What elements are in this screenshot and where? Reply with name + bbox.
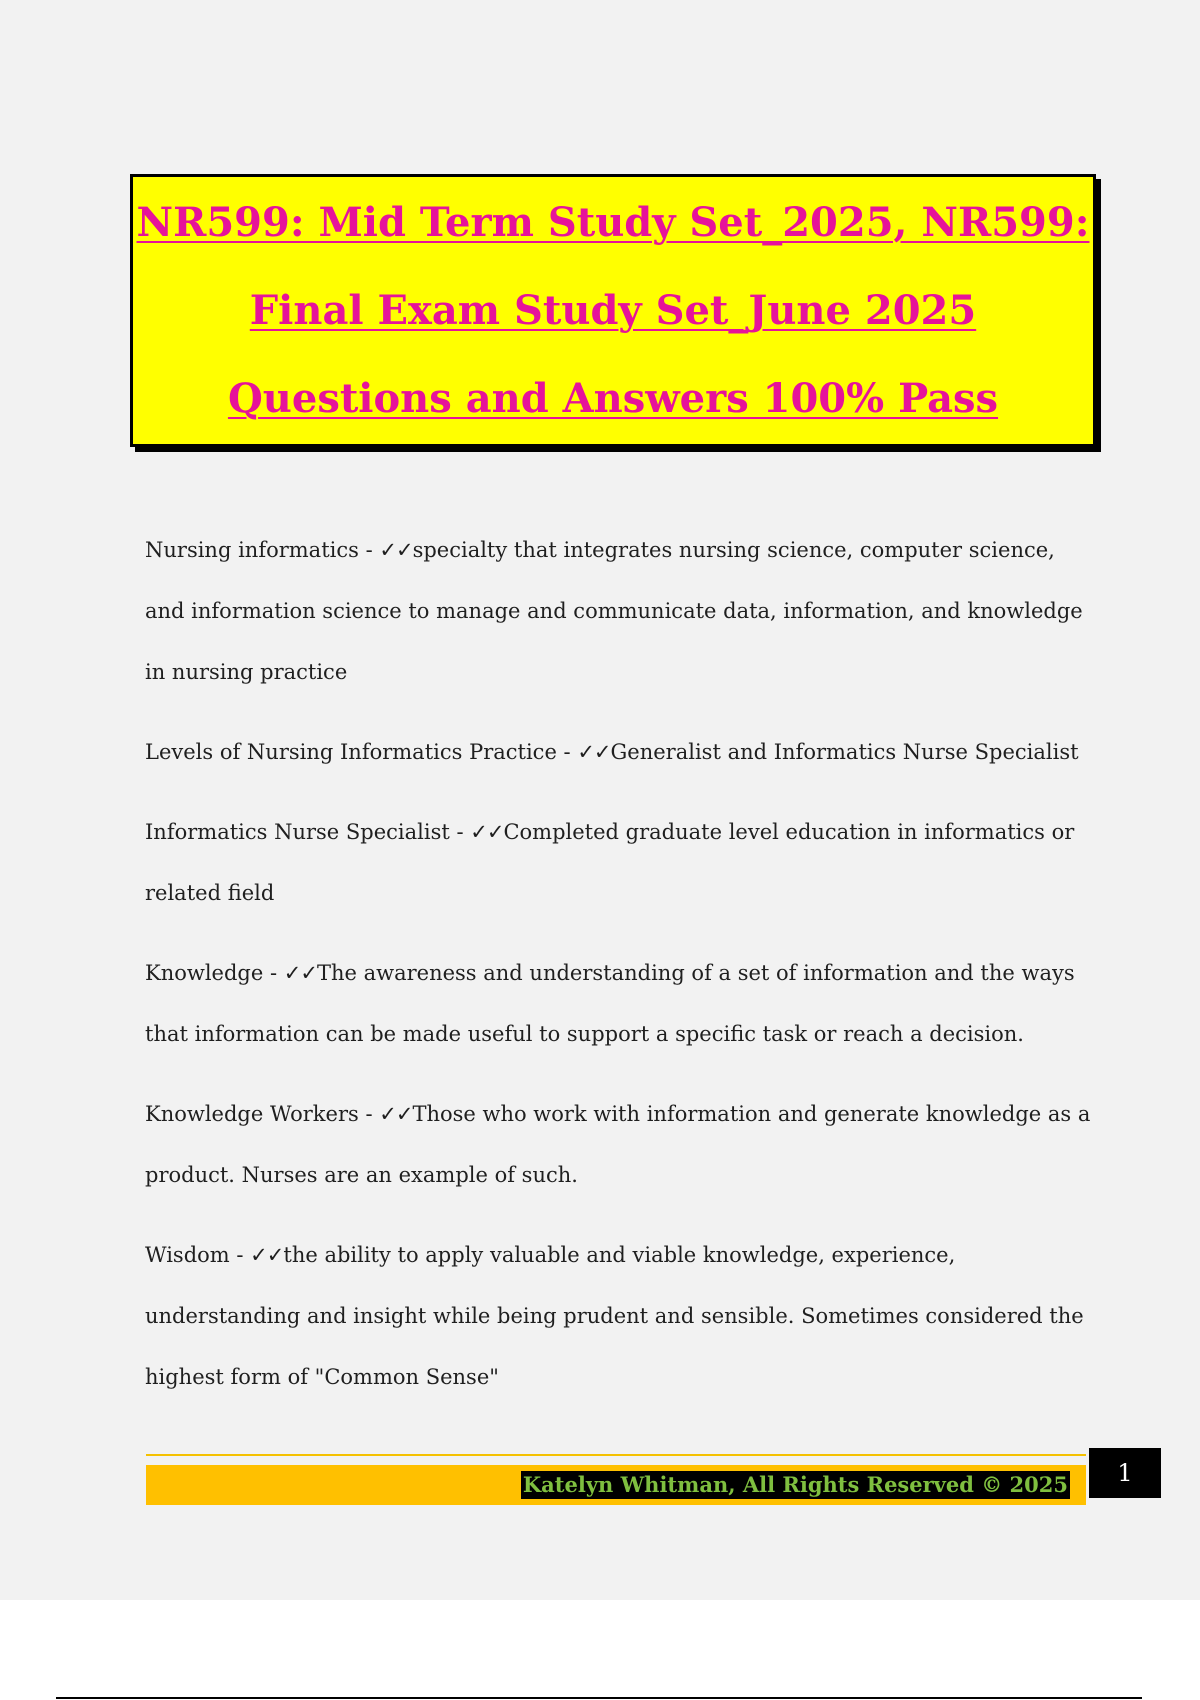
flashcard-entry: [145, 520, 1095, 703]
flashcard-entry: [145, 722, 1095, 783]
flashcard-term: Wisdom -: [145, 1243, 250, 1267]
footer-bar: [146, 1465, 1086, 1505]
title-line-1: NR599: Mid Term Study Set_2025, NR599:: [136, 198, 1090, 246]
flashcard-term: Knowledge Workers -: [145, 1102, 379, 1126]
flashcard-entry: [145, 1225, 1095, 1408]
flashcard-term: Nursing informatics -: [145, 538, 379, 562]
double-check-icon: ✓✓: [379, 538, 413, 562]
flashcard-entry: [145, 943, 1095, 1065]
footer-divider: [146, 1454, 1086, 1456]
copyright-notice: Katelyn Whitman, All Rights Reserved © 2025: [522, 1472, 1068, 1497]
flashcard-definition: Those who work with information and generate knowledge as a product. Nurses are an example of such.: [145, 1102, 1091, 1187]
double-check-icon: ✓✓: [283, 961, 317, 985]
double-check-icon: ✓✓: [470, 820, 504, 844]
title-line-2: Final Exam Study Set_June 2025: [249, 286, 977, 334]
flashcard-term: Levels of Nursing Informatics Practice -: [145, 740, 577, 764]
flashcard-definition: Completed graduate level education in informatics or related field: [145, 820, 1075, 905]
flashcard-definition: The awareness and understanding of a set of information and the ways that information can be made useful to support a specific task or reach a decision.: [145, 961, 1075, 1046]
title-box: [130, 174, 1096, 447]
flashcard-definition: specialty that integrates nursing science, computer science, and information science to manage and communicate data, information, and knowledge in nursing practice: [145, 538, 1083, 684]
double-check-icon: ✓✓: [250, 1243, 284, 1267]
flashcard-term: Informatics Nurse Specialist -: [145, 820, 470, 844]
double-check-icon: ✓✓: [379, 1102, 413, 1126]
title-line-3: Questions and Answers 100% Pass: [227, 374, 999, 422]
flashcard-definition: Generalist and Informatics Nurse Specialist: [610, 740, 1079, 764]
flashcard-entry: [145, 1084, 1095, 1206]
flashcard-definition: the ability to apply valuable and viable knowledge, experience, understanding and insight while being prudent and sensible. Sometimes considered the highest form of "Common Sense": [145, 1243, 1084, 1389]
double-check-icon: ✓✓: [577, 740, 611, 764]
page-number: 1: [1089, 1448, 1161, 1498]
flashcard-entry: [145, 802, 1095, 924]
flashcard-term: Knowledge -: [145, 961, 284, 985]
page-break-divider: [56, 1697, 1142, 1699]
flashcard-list: [145, 520, 1095, 1427]
document-title: [137, 179, 1090, 443]
